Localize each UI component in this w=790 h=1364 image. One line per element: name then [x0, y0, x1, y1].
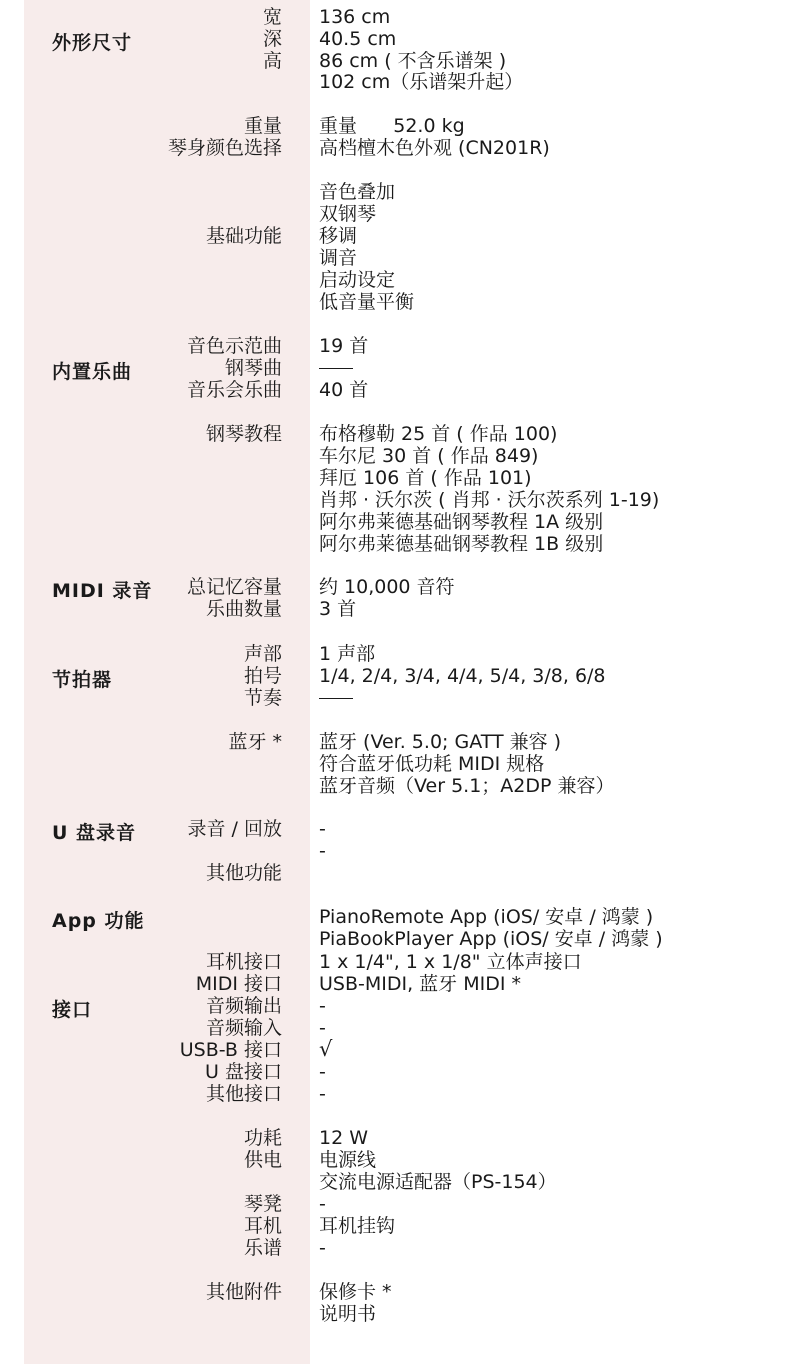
label-basic-functions: 基础功能	[205, 225, 282, 247]
value-headphone-port: 1 x 1/4", 1 x 1/8" 立体声接口	[319, 951, 582, 973]
label-metronome-voice: 声部	[243, 643, 282, 665]
basic-function-item: 移调	[319, 225, 358, 247]
empty-value-dash	[319, 368, 353, 370]
app-item: PiaBookPlayer App (iOS/ 安卓 / 鸿蒙 )	[319, 928, 663, 950]
category-midi-recording: MIDI 录音	[52, 580, 153, 602]
basic-function-item: 启动设定	[319, 269, 396, 291]
value-power-adapter: 交流电源适配器（PS-154）	[319, 1171, 557, 1193]
bluetooth-item: 蓝牙音频（Ver 5.1；A2DP 兼容）	[319, 775, 615, 797]
label-audio-out: 音频输出	[205, 995, 282, 1017]
label-usb-b-port: USB-B 接口	[179, 1039, 282, 1061]
value-time-signature: 1/4, 2/4, 3/4, 4/4, 5/4, 3/8, 6/8	[319, 665, 606, 687]
label-other-accessories: 其他附件	[205, 1281, 282, 1303]
lesson-item: 车尔尼 30 首 ( 作品 849)	[319, 445, 539, 467]
label-power-supply: 供电	[243, 1149, 282, 1171]
value-audio-out: -	[319, 995, 326, 1017]
label-height: 高	[262, 50, 282, 72]
label-memory-capacity: 总记忆容量	[186, 576, 282, 598]
basic-function-item: 音色叠加	[319, 181, 396, 203]
label-time-signature: 拍号	[243, 665, 282, 687]
label-depth: 深	[262, 28, 282, 50]
basic-function-item: 双钢琴	[319, 203, 377, 225]
value-color: 高档檀木色外观 (CN201R)	[319, 137, 550, 159]
label-record-playback: 录音 / 回放	[187, 818, 282, 840]
value-midi-port: USB-MIDI, 蓝牙 MIDI *	[319, 973, 521, 995]
value-record-playback: -	[319, 818, 326, 840]
category-app: App 功能	[52, 910, 145, 932]
bluetooth-item: 蓝牙 (Ver. 5.0; GATT 兼容 )	[319, 731, 562, 753]
accessory-item: 说明书	[319, 1303, 377, 1325]
value-song-count: 3 首	[319, 598, 357, 620]
label-bench: 琴凳	[243, 1193, 282, 1215]
category-ports: 接口	[52, 999, 93, 1021]
accessory-item: 保修卡 *	[319, 1281, 392, 1303]
label-sheet-music: 乐谱	[243, 1237, 282, 1259]
label-other-functions: 其他功能	[205, 862, 282, 884]
value-audio-in: -	[319, 1017, 326, 1039]
label-other-ports: 其他接口	[205, 1083, 282, 1105]
label-usb-drive-port: U 盘接口	[205, 1061, 282, 1083]
label-headphone: 耳机	[243, 1215, 282, 1237]
value-concert-songs: 40 首	[319, 379, 369, 401]
value-sheet-music: -	[319, 1237, 326, 1259]
label-piano-songs: 钢琴曲	[224, 357, 282, 379]
category-metronome: 节拍器	[52, 669, 113, 691]
value-rhythm	[319, 687, 353, 709]
value-bench: -	[319, 1193, 326, 1215]
label-weight: 重量	[243, 115, 282, 137]
lesson-item: 拜厄 106 首 ( 作品 101)	[319, 467, 532, 489]
app-item: PianoRemote App (iOS/ 安卓 / 鸿蒙 )	[319, 906, 654, 928]
label-color: 琴身颜色选择	[167, 137, 282, 159]
lesson-item: 肖邦 · 沃尔茨 ( 肖邦 · 沃尔茨系列 1-19)	[319, 489, 660, 511]
label-audio-in: 音频输入	[205, 1017, 282, 1039]
value-power-consumption: 12 W	[319, 1127, 369, 1149]
label-midi-port: MIDI 接口	[195, 973, 282, 995]
value-depth: 40.5 cm	[319, 28, 397, 50]
value-width: 136 cm	[319, 6, 391, 28]
value-demo-songs: 19 首	[319, 335, 369, 357]
value-usb-drive-port: -	[319, 1061, 326, 1083]
category-usb-recording: U 盘录音	[52, 822, 137, 844]
label-rhythm: 节奏	[243, 687, 282, 709]
label-demo-songs: 音色示范曲	[186, 335, 282, 357]
bluetooth-item: 符合蓝牙低功耗 MIDI 规格	[319, 753, 545, 775]
label-piano-lessons: 钢琴教程	[205, 423, 282, 445]
value-power-supply: 电源线	[319, 1149, 377, 1171]
label-width: 宽	[262, 6, 282, 28]
empty-value-dash	[319, 698, 353, 700]
label-concert-songs: 音乐会乐曲	[186, 379, 282, 401]
value-weight: 重量 52.0 kg	[319, 115, 465, 137]
value-usb-b-port: √	[319, 1037, 333, 1061]
label-headphone-port: 耳机接口	[205, 951, 282, 973]
value-headphone-hook: 耳机挂钩	[319, 1215, 396, 1237]
lesson-item: 阿尔弗莱德基础钢琴教程 1A 级别	[319, 511, 604, 533]
category-dimensions: 外形尺寸	[52, 32, 133, 54]
basic-function-item: 低音量平衡	[319, 291, 415, 313]
value-memory-capacity: 约 10,000 音符	[319, 576, 455, 598]
category-songs: 内置乐曲	[52, 361, 133, 383]
value-record-playback-2: -	[319, 840, 326, 862]
basic-function-item: 调音	[319, 247, 358, 269]
lesson-item: 阿尔弗莱德基础钢琴教程 1B 级别	[319, 533, 604, 555]
value-metronome-voice: 1 声部	[319, 643, 376, 665]
value-piano-songs	[319, 357, 353, 379]
value-height-raised: 102 cm（乐谱架升起）	[319, 71, 524, 93]
label-bluetooth: 蓝牙 *	[228, 731, 282, 753]
lesson-item: 布格穆勒 25 首 ( 作品 100)	[319, 423, 558, 445]
value-other-ports: -	[319, 1083, 326, 1105]
label-power-consumption: 功耗	[243, 1127, 282, 1149]
label-song-count: 乐曲数量	[205, 598, 282, 620]
value-height: 86 cm ( 不含乐谱架 )	[319, 50, 507, 72]
